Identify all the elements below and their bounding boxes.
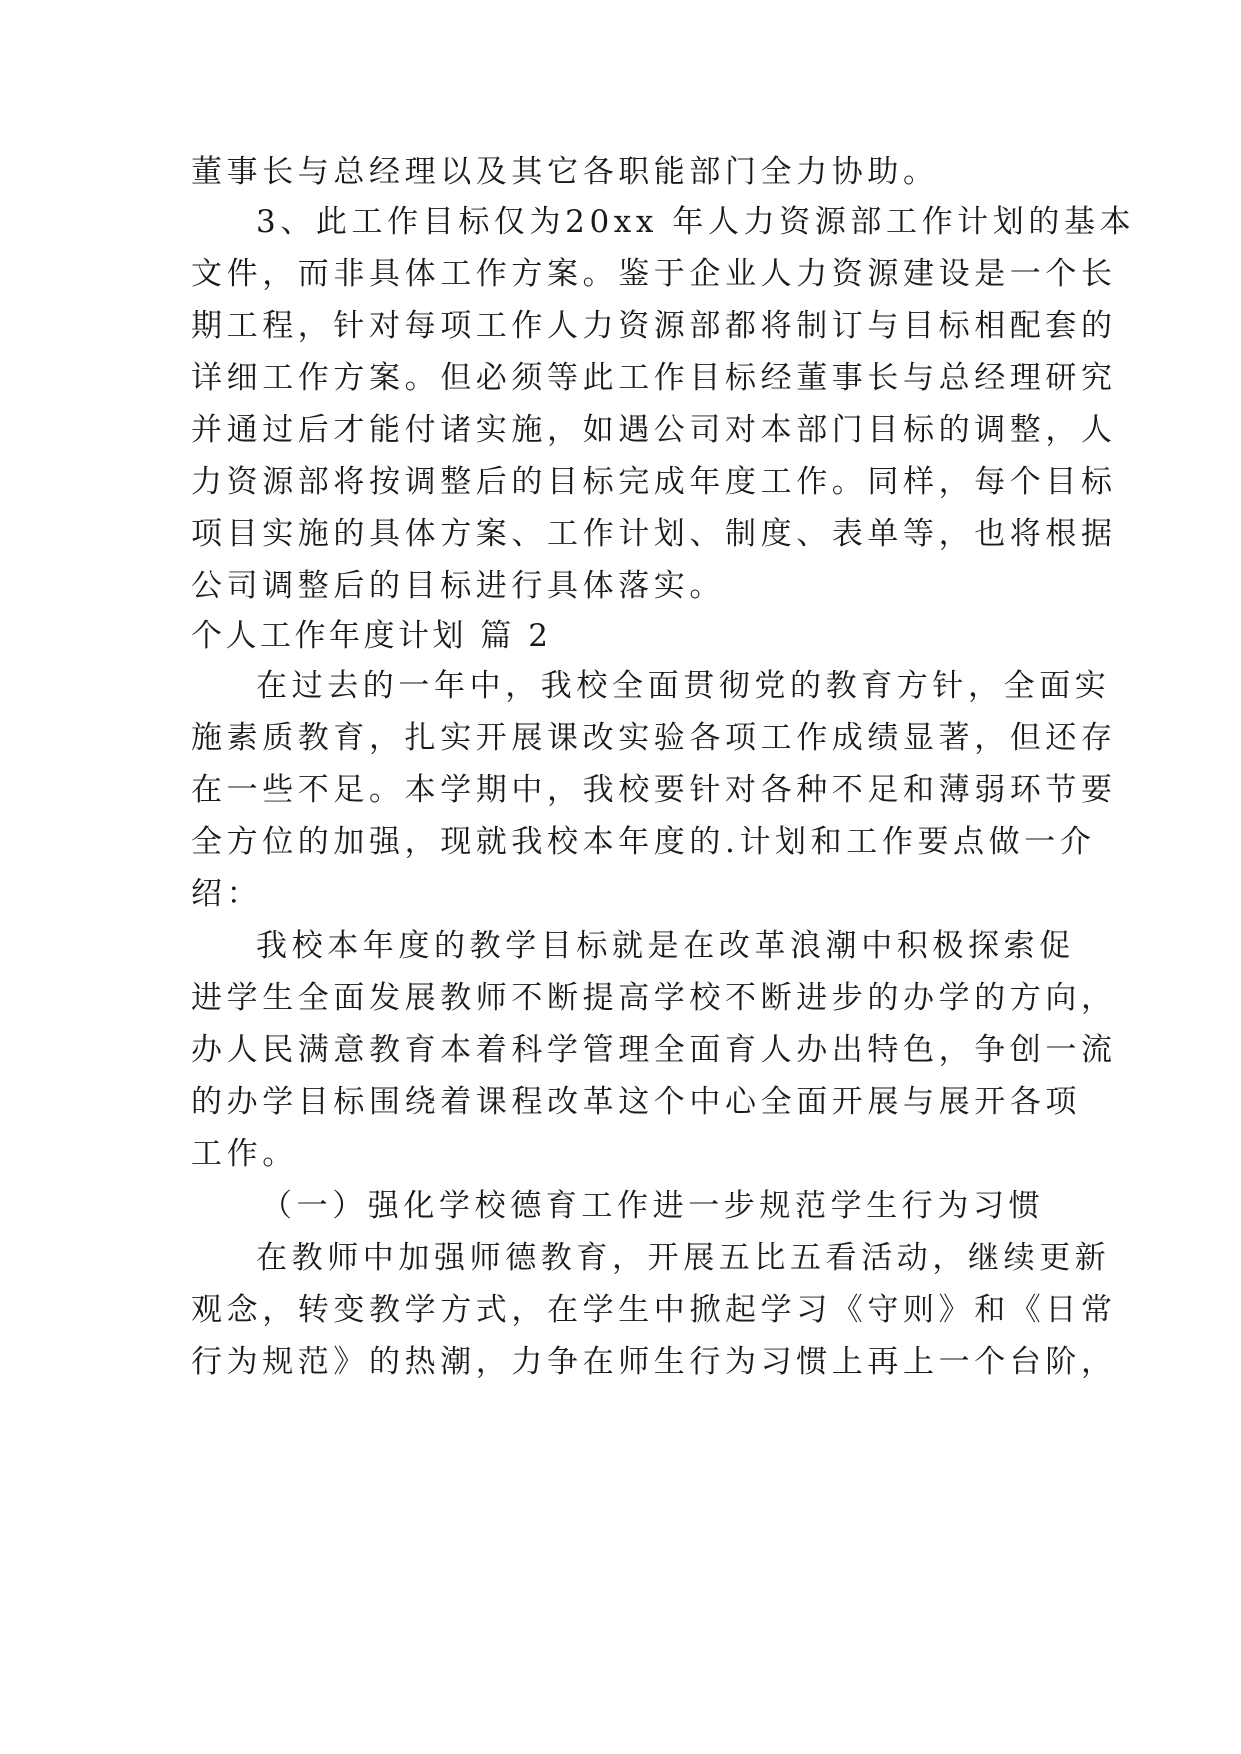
paragraph-line: 绍：: [191, 876, 263, 912]
paragraph-line: 在一些不足。本学期中，我校要针对各种不足和薄弱环节要: [191, 772, 1117, 808]
paragraph-line: 施素质教育，扎实开展课改实验各项工作成绩显著，但还存: [191, 720, 1117, 756]
paragraph-line: 董事长与总经理以及其它各职能部门全力协助。: [191, 154, 939, 190]
paragraph-line: 在过去的一年中，我校全面贯彻党的教育方针，全面实: [256, 668, 1111, 704]
paragraph-line: 我校本年度的教学目标就是在改革浪潮中积极探索促: [256, 928, 1075, 964]
paragraph-line: 力资源部将按调整后的目标完成年度工作。同样，每个目标: [191, 464, 1117, 500]
paragraph-line: 的办学目标围绕着课程改革这个中心全面开展与展开各项: [191, 1084, 1081, 1120]
paragraph-line: 工作。: [191, 1136, 298, 1172]
paragraph-line: 行为规范》的热潮，力争在师生行为习惯上再上一个台阶，: [191, 1344, 1117, 1380]
paragraph-line: 在教师中加强师德教育，开展五比五看活动，继续更新: [256, 1240, 1111, 1276]
section-heading: 个人工作年度计划 篇 2: [191, 618, 552, 654]
paragraph-line: 并通过后才能付诸实施，如遇公司对本部门目标的调整，人: [191, 412, 1117, 448]
paragraph-line: 3、此工作目标仅为20xx 年人力资源部工作计划的基本: [256, 204, 1136, 240]
paragraph-line: 全方位的加强，现就我校本年度的.计划和工作要点做一介: [191, 824, 1096, 860]
paragraph-line: 办人民满意教育本着科学管理全面育人办出特色，争创一流: [191, 1032, 1117, 1068]
paragraph-line: 项目实施的具体方案、工作计划、制度、表单等，也将根据: [191, 516, 1117, 552]
paragraph-line: 公司调整后的目标进行具体落实。: [191, 568, 725, 604]
subsection-heading: （一）强化学校德育工作进一步规范学生行为习惯: [261, 1188, 1045, 1224]
paragraph-line: 观念，转变教学方式，在学生中掀起学习《守则》和《日常: [191, 1292, 1117, 1328]
paragraph-line: 详细工作方案。但必须等此工作目标经董事长与总经理研究: [191, 360, 1117, 396]
paragraph-line: 期工程，针对每项工作人力资源部都将制订与目标相配套的: [191, 308, 1117, 344]
paragraph-line: 文件，而非具体工作方案。鉴于企业人力资源建设是一个长: [191, 256, 1117, 292]
paragraph-line: 进学生全面发展教师不断提高学校不断进步的办学的方向，: [191, 980, 1117, 1016]
